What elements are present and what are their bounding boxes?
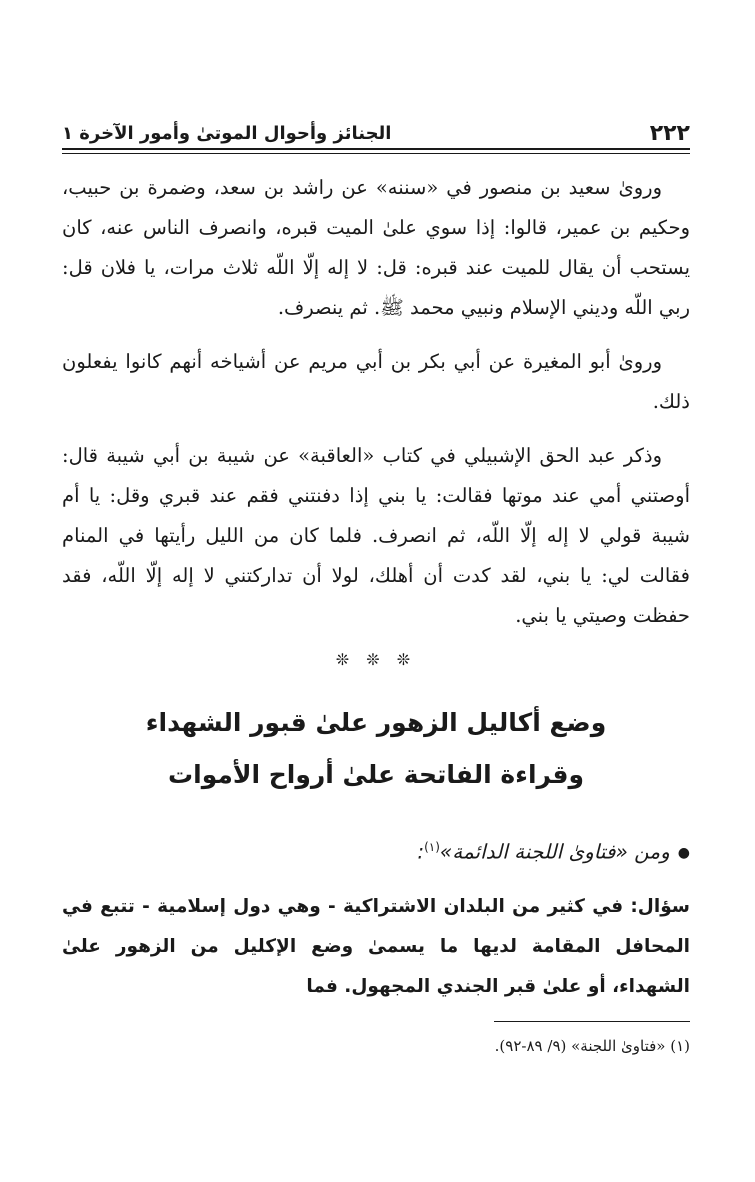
footnote: (١) «فتاویٰ اللجنة» (٩/ ٨٩-٩٢). bbox=[494, 1037, 690, 1055]
paragraph-1: ورویٰ سعید بن منصور في «سننه» عن راشد بن سعد، وضمرة بن حبیب، وحکیم بن عمیر، قالوا: إذا سوي علیٰ المیت قبره، وانصرف الناس عنه، کان یستحب أن یقال للمیت عند قبره: قل: لا إله إلّا اللّه ثلاث مرات، یا فلان قل: ربي اللّه ودیني الإسلام ونبیي محمد ﷺ. ثم ینصرف. bbox=[62, 176, 690, 319]
question-text: سؤال: في کثیر من البلدان الاشتراکیة - وهي دول إسلامیة - تتبع في المحافل المقامة لدیها ما یسمیٰ وضع الإکلیل من الزهور علیٰ الشهداء، أو علیٰ قبر الجندي المجهول. فما bbox=[62, 896, 690, 998]
section-heading bbox=[62, 697, 690, 801]
source-text: ومن «فتاویٰ اللجنة الدائمة» bbox=[439, 839, 670, 864]
paragraph-2: ورویٰ أبو المغیرة عن أبي بکر بن أبي مریم عن أشیاخه أنهم کانوا یفعلون ذلك. bbox=[62, 350, 690, 413]
source-colon: : bbox=[417, 839, 425, 864]
header-rule-thin bbox=[62, 153, 690, 154]
page-number: ٢٢٢ bbox=[649, 121, 690, 146]
footnote-ref: (١) bbox=[424, 840, 440, 854]
page-body bbox=[62, 168, 690, 1007]
page-header bbox=[62, 108, 690, 148]
footnote-rule bbox=[494, 1021, 690, 1022]
bullet-icon: ● bbox=[677, 845, 690, 862]
heading-line-1: وضع أکالیل الزهور علیٰ قبور الشهداء bbox=[145, 708, 607, 737]
section-separator: ❊ ❊ ❊ bbox=[335, 650, 417, 669]
heading-line-2: وقراءة الفاتحة علیٰ أرواح الأموات bbox=[168, 760, 584, 789]
source-line bbox=[62, 827, 690, 873]
header-rule-thick bbox=[62, 148, 690, 150]
paragraph-3: وذکر عبد الحق الإشبیلي في کتاب «العاقبة» عن شیبة بن أبي شیبة قال: أوصتني أمي عند موتها فقالت: یا بني إذا دفنتني فقم عند قبري وقل: یا أم شیبة قولي لا إله إلّا اللّه، ثم انصرف. فلما کان من اللیل رأیتها في المنام فقالت لي: یا بني، لقد کدت أن أهلك، لولا أن تدارکتني لا إله إلّا اللّه، فقد حفظت وصیتي یا بني. bbox=[62, 444, 690, 627]
running-title: الجنائز وأحوال الموتىٰ وأمور الآخرة ١ bbox=[62, 123, 392, 144]
